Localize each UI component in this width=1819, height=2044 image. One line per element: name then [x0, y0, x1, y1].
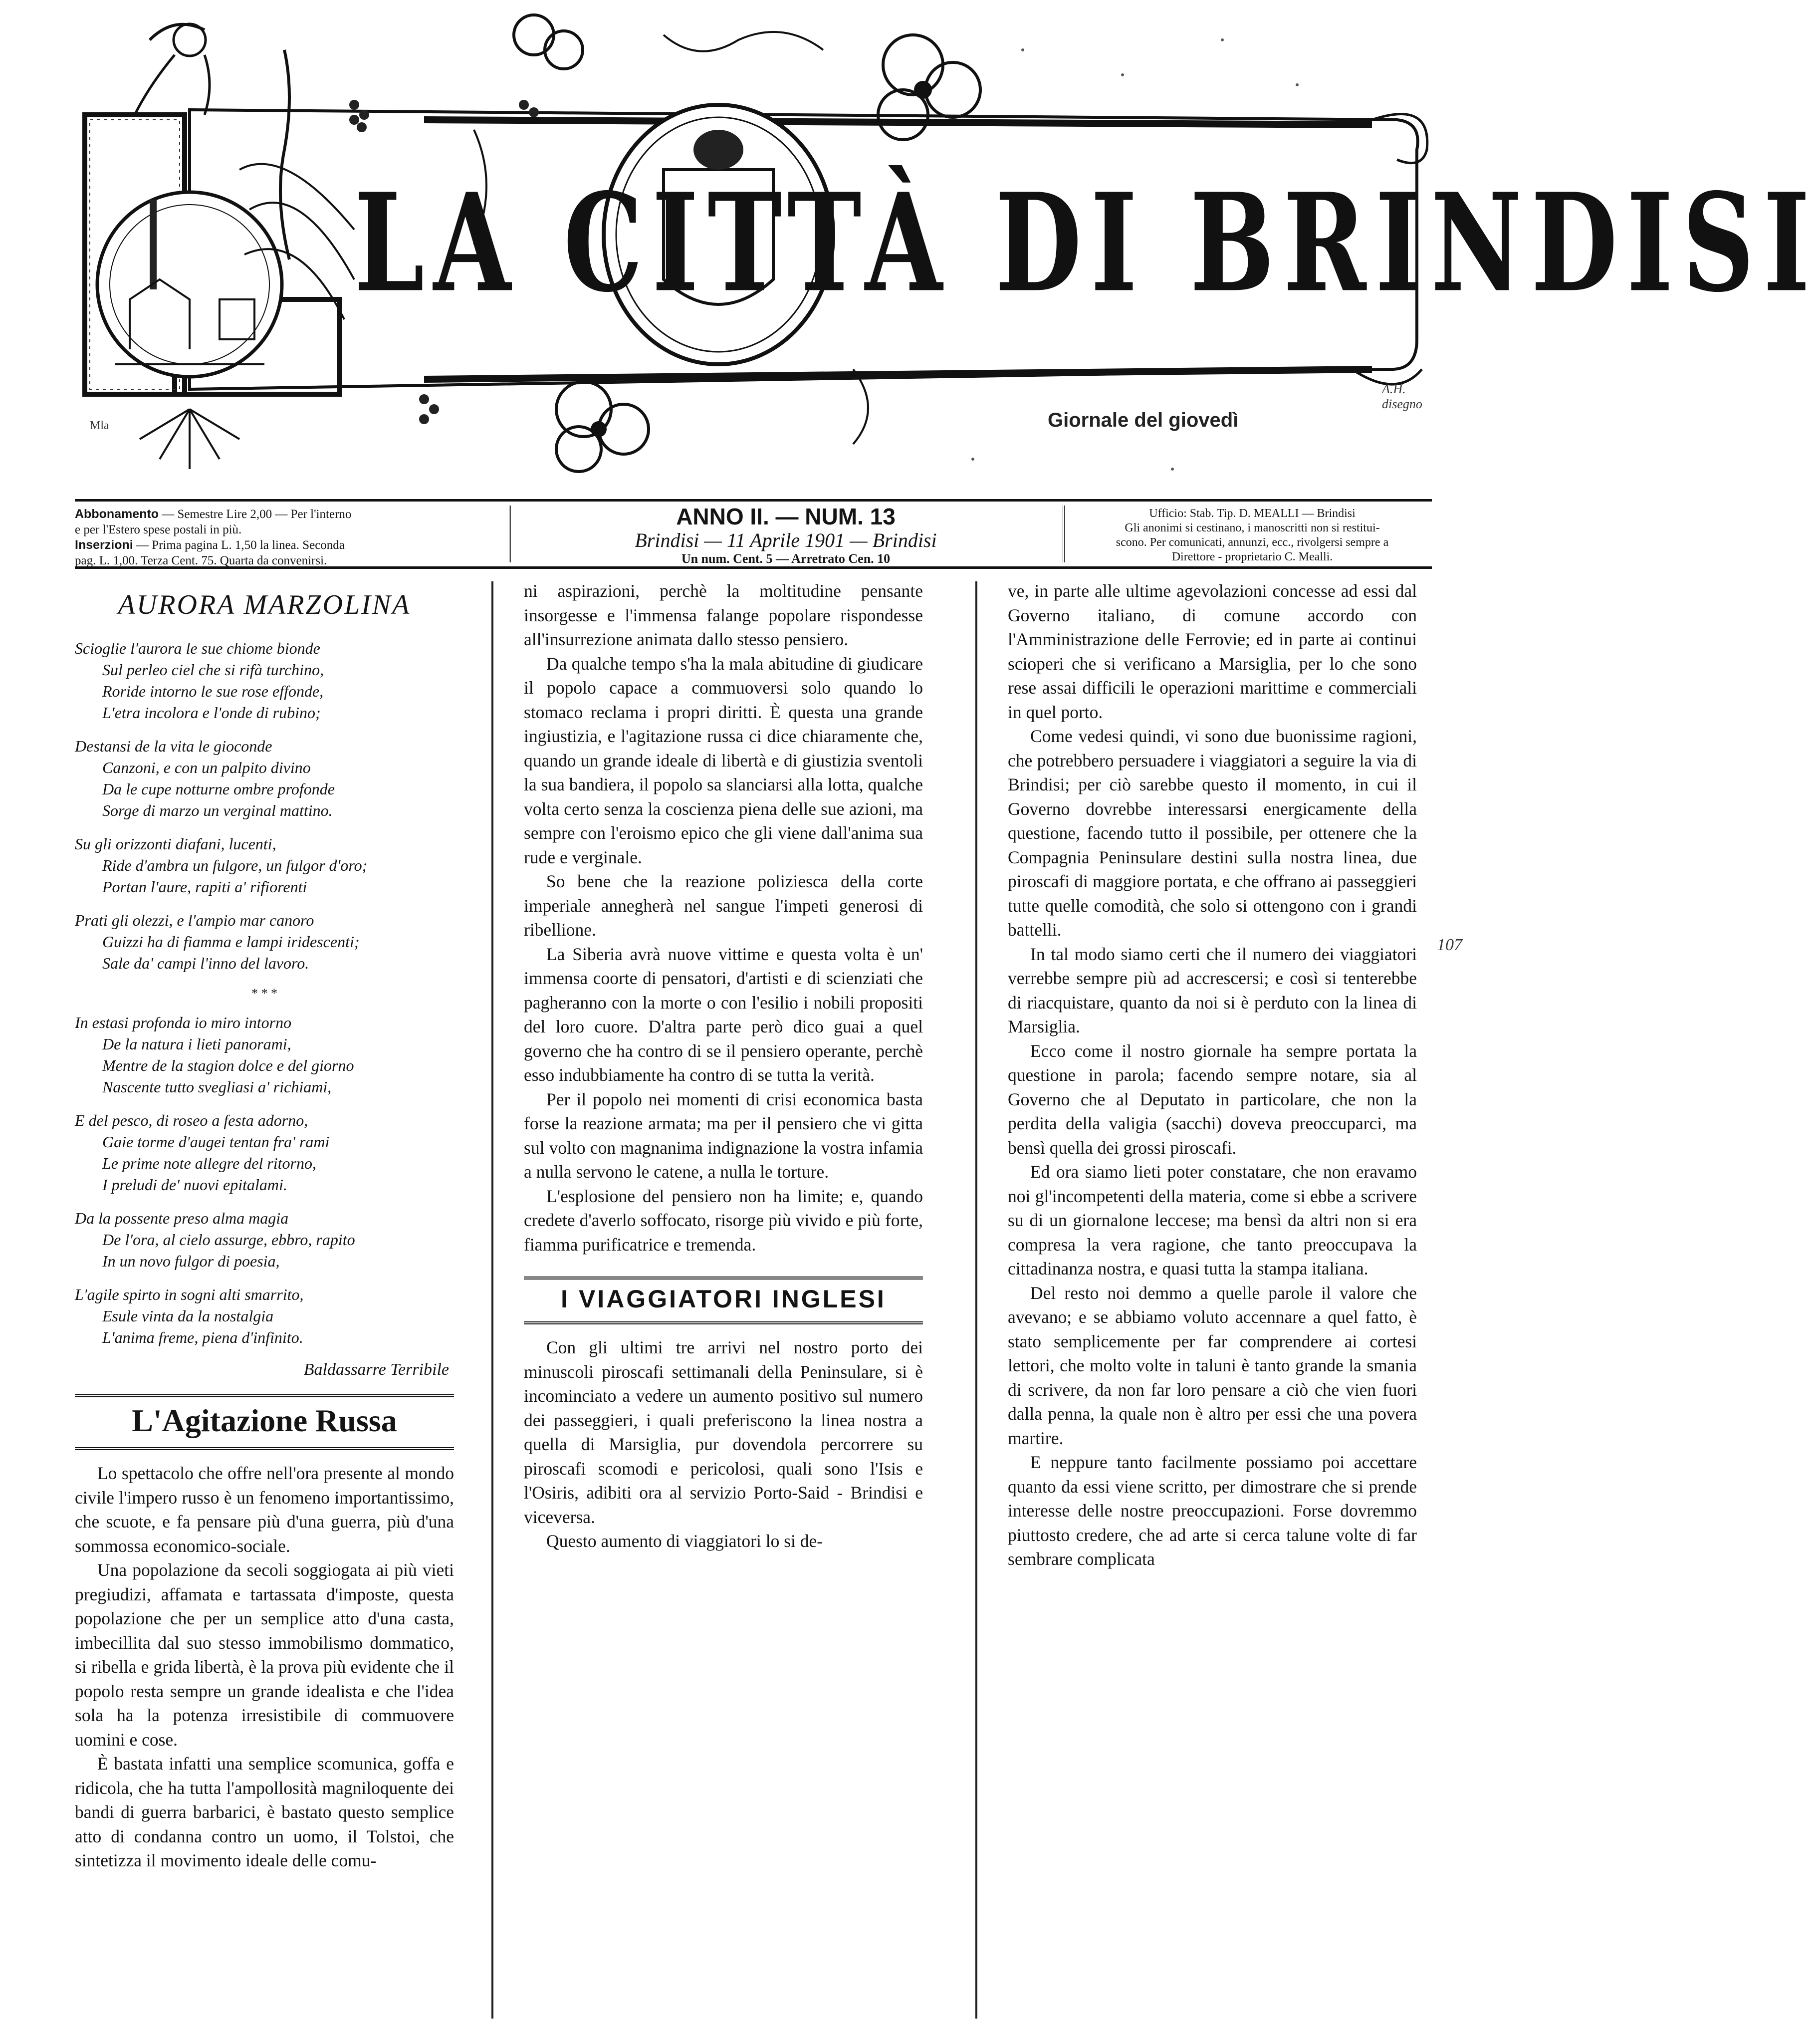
- article-paragraph: La Siberia avrà nuove vittime e questa volta è un' immensa coorte di pensatori, d'artisti e di scienziati che pagheranno con la morte o con l'esilio i nobili propositi del loro cuore. D'altra parte però dico guai a quel governo che ha contro di se il pensiero operante, perchè esso indubbiamente ha contro di se tutta la verità.: [524, 944, 923, 1085]
- column-rule: [491, 581, 493, 2019]
- masthead: [75, 20, 1819, 494]
- office-line: scono. Per comunicati, annunzi, ecc., rivolgersi sempre a: [1116, 536, 1389, 549]
- column-rule: [975, 581, 977, 2019]
- poem-line: In un novo fulgor di poesia,: [102, 1252, 280, 1270]
- poem-author: Baldassarre Terribile: [303, 1360, 449, 1379]
- poem-stanza: [75, 910, 454, 974]
- article-paragraph: Questo aumento di viaggiatori lo si de-: [546, 1531, 823, 1551]
- article-paragraph: Ecco come il nostro giornale ha sempre portata la questione in parola; facendo sempre notare, sia al Governo che al Deputato in particolare, che non la perdita della valigia (sacchi) doveva preoccuparci, ma bensì quella dei grossi piroscafi.: [1008, 1040, 1417, 1158]
- subscription-text: — Semestre Lire 2,00 — Per l'interno: [162, 508, 352, 521]
- poem-line: L'anima freme, piena d'infinito.: [102, 1328, 303, 1346]
- poem-line: Le prime note allegre del ritorno,: [102, 1154, 316, 1172]
- section-stars: * * *: [251, 986, 277, 1001]
- poem-line: Prati gli olezzi, e l'ampio mar canoro: [75, 911, 314, 929]
- article-paragraph: L'esplosione del pensiero non ha limite; e, quando credete d'averlo soffocato, risorge più vivido e più forte, fiamma purificatrice e tremenda.: [524, 1186, 923, 1255]
- poem-stanza: [75, 638, 454, 724]
- poem-line: Sul perleo ciel che si rifà turchino,: [102, 661, 324, 679]
- poem-stanza: [75, 1110, 454, 1196]
- article-paragraph: Una popolazione da secoli soggiogata ai più vieti pregiudizi, affamata e tartassata d'imposte, questa popolazione che per un semplice atto d'una casta, imbecillita dal suo stesso immobilismo dommatico, si ribella e grida libertà, è la prova più evidente che il popolo resta sempre un grande idealista e che l'idea sola ha la potenza irresistibile di commuovere uomini e cose.: [75, 1560, 454, 1750]
- article-paragraph: ve, in parte alle ultime agevolazioni concesse ad essi dal Governo italiano, di comune accordo con l'Amministrazione delle Ferrovie; ed in parte ai continui scioperi che si verificano a Marsiglia, per lo che sono rese assai difficili le operazioni marittime e commerciali in quel porto.: [1008, 581, 1417, 722]
- poem-line: Esule vinta da la nostalgia: [102, 1307, 274, 1325]
- poem-line: I preludi de' nuovi epitalami.: [102, 1176, 287, 1194]
- poem-line: Da la possente preso alma magia: [75, 1209, 289, 1227]
- article-header: [75, 1394, 454, 1450]
- poem-line: Nascente tutto svegliasi a' richiami,: [102, 1078, 332, 1096]
- subscription-label: Abbonamento: [75, 507, 159, 521]
- info-bar: [75, 499, 1432, 569]
- article-paragraph: E neppure tanto facilmente possiamo poi accettare quanto da essi viene scritto, per dimostrare che si prende interesse delle nostre preoccupazioni. Forse dovremmo piuttosto credere, che ad arte si cerca talune volte di far sembrare complicata: [1008, 1452, 1417, 1569]
- subscription-info: [75, 507, 499, 568]
- office-line: Gli anonimi si cestinano, i manoscritti non si restitui-: [1125, 521, 1380, 534]
- article-paragraph: Come vedesi quindi, vi sono due buonissime ragioni, che potrebbero persuadere i viaggiatori a seguire la via di Brindisi; per ciò sarebbe questo il momento, in cui il Governo dovrebbe interessarsi energicamente della questione, facendo tutto il possibile, per ottenere che la Compagnia Peninsulare destini sulla nostra linea, due piroscafi di maggiore portata, e che offrano ai passeggieri tutte quelle comodità, che solo si ottengono con i grandi battelli.: [1008, 726, 1417, 940]
- poem-line: Portan l'aure, rapiti a' rifiorenti: [102, 878, 307, 896]
- article-paragraph: Ed ora siamo lieti poter constatare, che non eravamo noi gl'incompetenti della materia, come si ebbe a scrivere su di un giornalone leccese; ma bensì da altri non si era compresa la vera ragione, che tanto preoccupava la cittadinanza nostra, e quasi tutta la stampa italiana.: [1008, 1162, 1417, 1278]
- insertions-text: — Prima pagina L. 1,50 la linea. Seconda: [136, 538, 345, 552]
- poem-stanza: [75, 833, 454, 898]
- office-line: Direttore - proprietario C. Mealli.: [1171, 550, 1333, 563]
- newspaper-subtitle: Giornale del giovedì: [1048, 409, 1239, 431]
- office-info: [1073, 507, 1432, 564]
- article-title: I VIAGGIATORI INGLESI: [561, 1285, 886, 1313]
- issue-info: [519, 504, 1053, 566]
- poem-line: E del pesco, di roseo a festa adorno,: [75, 1111, 308, 1129]
- article-paragraph: Lo spettacolo che offre nell'ora presente al mondo civile l'impero russo è un fenomeno importantissimo, che scuote, e fa pensare più d'una guerra, più d'una sommossa economico-sociale.: [75, 1463, 454, 1556]
- poem-line: L'etra incolora e l'onde di rubino;: [102, 704, 321, 722]
- insertions-label: Inserzioni: [75, 538, 133, 552]
- poem-line: De l'ora, al cielo assurge, ebbro, rapito: [102, 1231, 355, 1249]
- office-line: Ufficio: Stab. Tip. D. MEALLI — Brindisi: [1149, 507, 1356, 520]
- article-paragraph: Per il popolo nei momenti di crisi economica basta forse la reazione armata; ma per il pensiero che vi gitta sul volto con magnanima indignazione la vostra infamia a nulla servono le catene, a nulla le torture.: [524, 1089, 923, 1182]
- poem-line: Scioglie l'aurora le sue chiome bionde: [75, 639, 320, 657]
- poem-title: AURORA MARZOLINA: [118, 589, 411, 620]
- article-paragraph: So bene che la reazione poliziesca della corte imperiale annegherà nel sangue l'impeti generosi di ribellione.: [524, 871, 923, 940]
- margin-page-number: 107: [1437, 936, 1462, 954]
- issue-date: Brindisi — 11 Aprile 1901 — Brindisi: [635, 529, 937, 551]
- poem-line: Ride d'ambra un fulgore, un fulgor d'oro;: [102, 856, 368, 874]
- poem-line: Roride intorno le sue rose effonde,: [102, 682, 324, 700]
- poem-line: In estasi profonda io miro intorno: [75, 1014, 292, 1031]
- info-divider: [509, 506, 511, 562]
- article-paragraph: ni aspirazioni, perchè la moltitudine pensante insorgesse e l'immensa falange popolare rispondesse all'insurrezione animata dallo stesso pensiero.: [524, 581, 923, 649]
- article-title: L'Agitazione Russa: [132, 1403, 397, 1438]
- artist-mark: Mla: [90, 419, 109, 432]
- poem-stanza: [75, 1208, 454, 1272]
- issue-number: ANNO II. — NUM. 13: [676, 504, 896, 529]
- poem-line: L'agile spirto in sogni alti smarrito,: [75, 1285, 304, 1303]
- article-paragraph: Da qualche tempo s'ha la mala abitudine di giudicare il popolo capace a commuoversi solo quando lo stomaco reclama i propri diritti. È questa una grande ingiustizia, e l'agitazione russa ci dice chiaramente che, quando un grande ideale di libertà e di giustizia sventoli la sua bandiera, il popolo sa slanciarsi alla lotta, qualche volta certo senza la coscienza piena delle sue azioni, ma sempre con l'eroismo epico che gli viene dall'anima sua rude e verginale.: [524, 653, 923, 867]
- issue-price: Un num. Cent. 5 — Arretrato Cen. 10: [681, 551, 891, 566]
- article-header: [524, 1277, 923, 1324]
- insertions-text-2: pag. L. 1,00. Terza Cent. 75. Quarta da convenirsi.: [75, 554, 327, 567]
- article-paragraph: È bastata infatti una semplice scomunica, goffa e ridicola, che ha tutta l'ampollosità magniloquente dei bandi di guerra barbarici, è bastato questo semplice atto di condanna contro un uomo, il Tolstoi, che sintetizza il movimento ideale delle comu-: [75, 1754, 454, 1870]
- poem-stanza: [75, 736, 454, 821]
- article-paragraph: Con gli ultimi tre arrivi nel nostro porto dei minuscoli piroscafi settimanali della Peninsulare, si è incominciato a vedere un aumento positivo sul numero dei passeggieri, i quali preferiscono la linea nostra a quella di Marsiglia, pur dovendola percorrere su piroscafi scomodi e pericolosi, quali sono l'Isis e l'Osiris, adibiti ora al servizio Porto-Said - Brindisi e viceversa.: [524, 1337, 923, 1527]
- info-divider: [1063, 506, 1065, 562]
- column-1: [75, 579, 454, 2026]
- article-paragraph: In tal modo siamo certi che il numero dei viaggiatori verrebbe sempre più ad accrescersi; e così si tenterebbe di riacquistare, quanto da noi si è perduto con la linea di Marsiglia.: [1008, 944, 1417, 1036]
- artist-signature: A.H. disegno: [1382, 382, 1422, 411]
- poem-line: Canzoni, e con un palpito divino: [102, 759, 311, 776]
- poem-line: De la natura i lieti panorami,: [102, 1035, 291, 1053]
- poem-line: Mentre de la stagion dolce e del giorno: [102, 1056, 354, 1074]
- poem-line: Su gli orizzonti diafani, lucenti,: [75, 835, 276, 853]
- poem-line: Gaie torme d'augei tentan fra' rami: [102, 1133, 330, 1151]
- article-paragraph: Del resto noi demmo a quelle parole il valore che avevano; e se abbiamo voluto accennare a quel fatto, è stato semplicemente per far comprendere ai cortesi lettori, che molto volte in taluni è tanto grande la smania di scrivere, da non far loro pensare a ciò che vien fuori dalla penna, la quale non è altro per essi che una povera martire.: [1008, 1282, 1417, 1448]
- poem-line: Sale da' campi l'inno del lavoro.: [102, 954, 309, 972]
- poem-stanza: [75, 1012, 454, 1098]
- subscription-text-2: e per l'Estero spese postali in più.: [75, 523, 242, 536]
- column-2: [524, 579, 923, 2026]
- poem-line: Guizzi ha di fiamma e lampi iridescenti;: [102, 933, 360, 951]
- poem-line: Da le cupe notturne ombre profonde: [102, 780, 335, 798]
- poem-line: Destansi de la vita le gioconde: [75, 737, 272, 755]
- column-3: [1008, 579, 1417, 2026]
- poem-stanza: [75, 1284, 454, 1348]
- poem-line: Sorge di marzo un verginal mattino.: [102, 801, 333, 819]
- newspaper-title: LA CITTÀ DI BRINDISI: [354, 164, 1819, 323]
